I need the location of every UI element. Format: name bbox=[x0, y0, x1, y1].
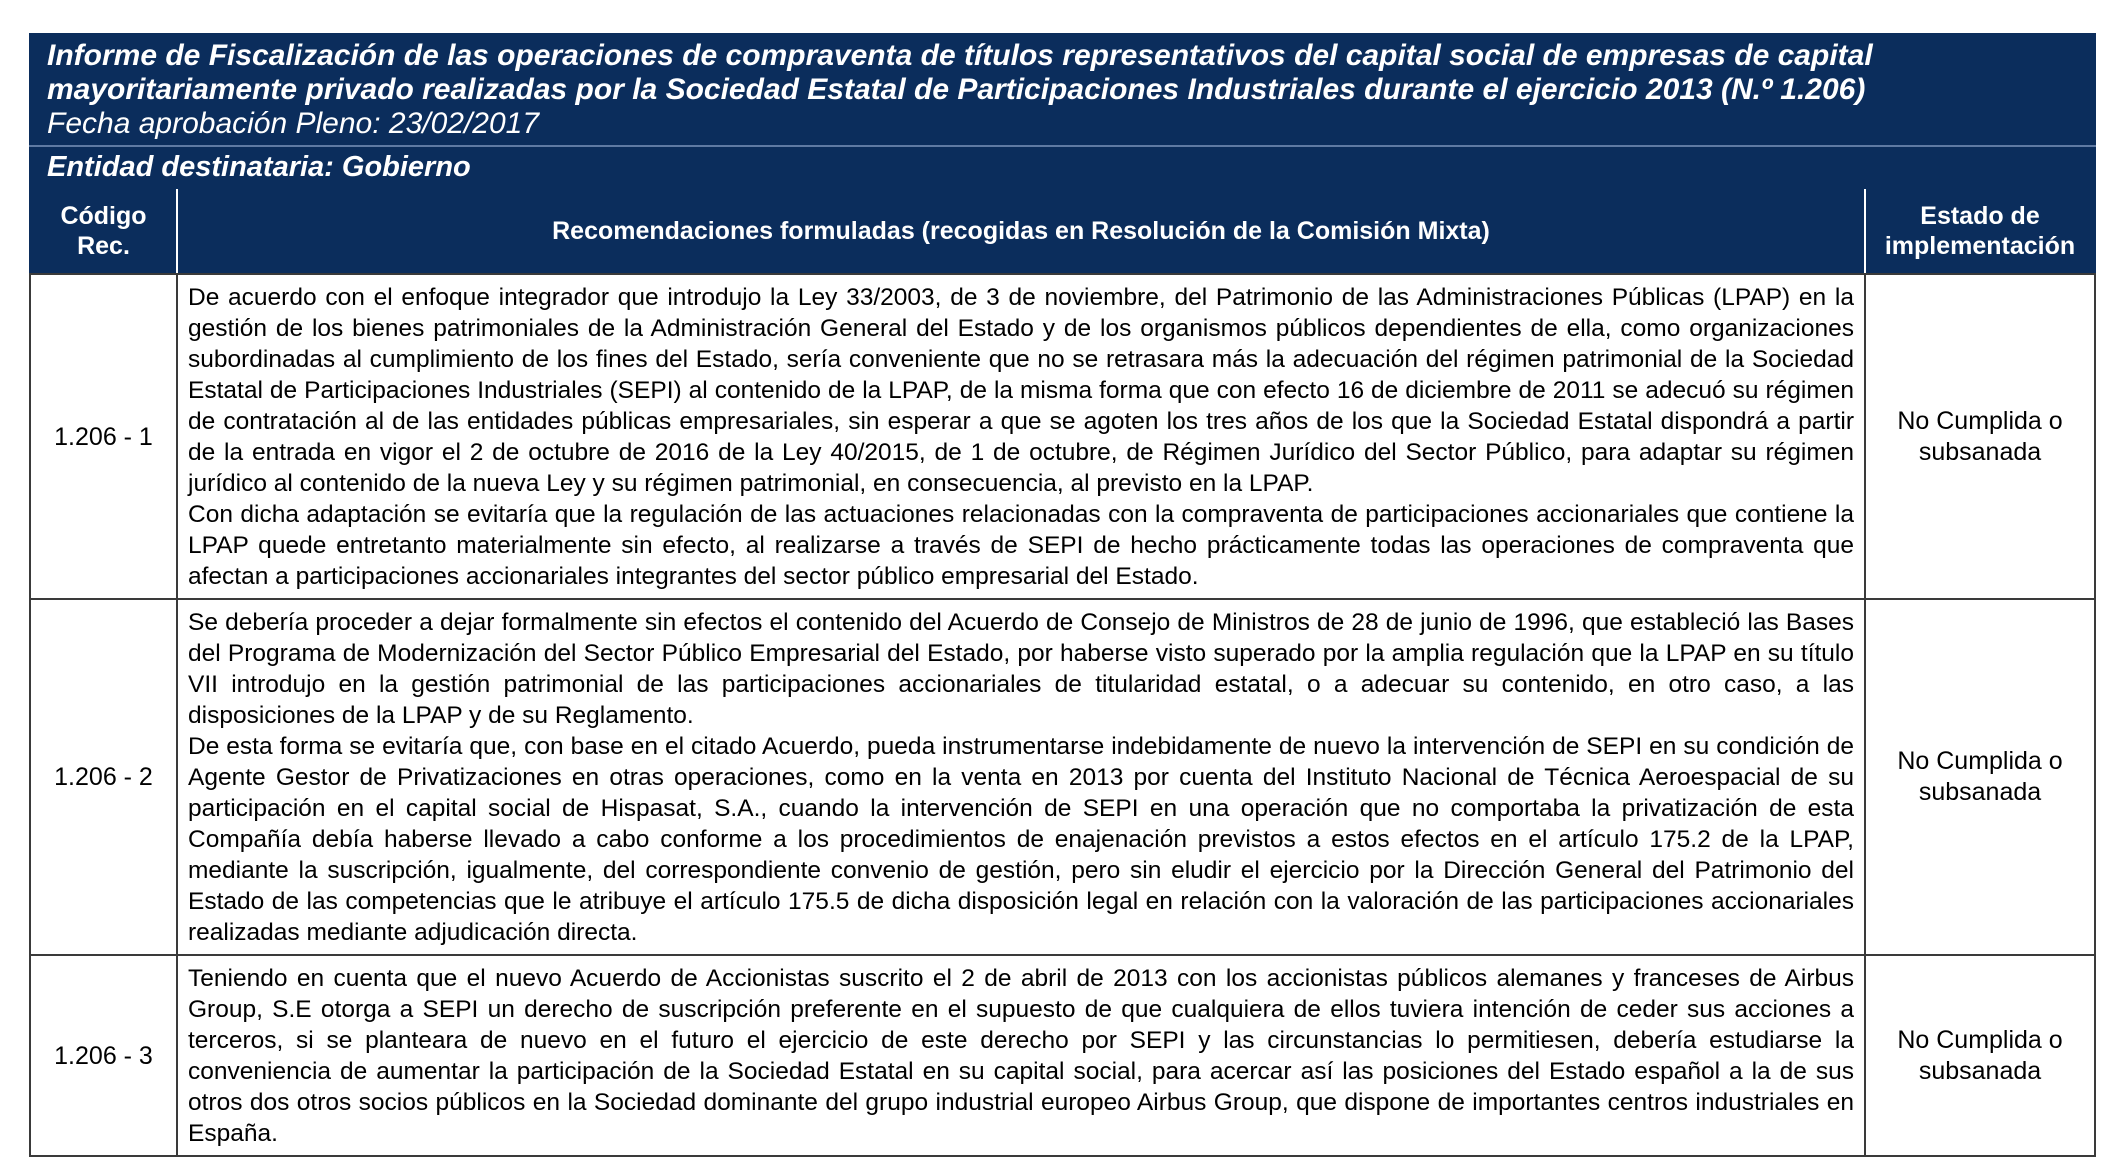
table-row bbox=[30, 599, 2095, 955]
rec-code: 1.206 - 3 bbox=[30, 955, 177, 1156]
report-title-block bbox=[30, 34, 2095, 146]
rec-text bbox=[177, 599, 1865, 955]
rec-paragraph: Teniendo en cuenta que el nuevo Acuerdo de Accionistas suscrito el 2 de abril de 2013 con los accionistas públicos alemanes y franceses de Airbus Group, S.E otorga a SEPI un derecho de suscripción preferente en el supuesto de que cualquiera de ellos tuviera intención de ceder sus acciones a terceros, si se planteara de nuevo en el futuro el ejercicio de este derecho por SEPI y las circunstancias lo permitiesen, debería estudiarse la conveniencia de aumentar la participación de la Sociedad Estatal en su capital social, para acercar así las posiciones del Estado español a la de sus otros dos otros socios públicos en la Sociedad dominante del grupo industrial europeo Airbus Group, que dispone de importantes centros industriales en España. bbox=[188, 965, 1854, 1147]
rec-status: No Cumplida o subsanada bbox=[1865, 955, 2095, 1156]
recipient-row bbox=[30, 146, 2095, 188]
header-recommendations: Recomendaciones formuladas (recogidas en Resolución de la Comisión Mixta) bbox=[177, 188, 1865, 274]
recommendations-table bbox=[29, 33, 2096, 1157]
recipient-entity: Entidad destinataria: Gobierno bbox=[30, 146, 2095, 188]
rec-text bbox=[177, 955, 1865, 1156]
report-title: Informe de Fiscalización de las operaciones de compraventa de títulos representativos del capital social de empresas de capital mayoritariamente privado realizadas por la Sociedad Estatal de Participaciones Industriales durante el ejercicio 2013 (N.º 1.206) bbox=[47, 39, 1873, 106]
rec-paragraph: De acuerdo con el enfoque integrador que introdujo la Ley 33/2003, de 3 de noviembre, del Patrimonio de las Administraciones Públicas (LPAP) en la gestión de los bienes patrimoniales de la Administración General del Estado y de los organismos públicos dependientes de ella, como organizaciones subordinadas al cumplimiento de los fines del Estado, sería conveniente que no se retrasara más la adecuación del régimen patrimonial de la Sociedad Estatal de Participaciones Industriales (SEPI) al contenido de la LPAP, de la misma forma que con efecto 16 de diciembre de 2011 se adecuó su régimen de contratación al de las entidades públicas empresariales, sin esperar a que se agoten los tres años de los que la Sociedad Estatal dispondrá a partir de la entrada en vigor el 2 de octubre de 2016 de la Ley 40/2015, de 1 de octubre, de Régimen Jurídico del Sector Público, para adaptar su régimen jurídico al contenido de la nueva Ley y su régimen patrimonial, en consecuencia, al previsto en la LPAP. bbox=[188, 284, 1854, 497]
rec-status: No Cumplida o subsanada bbox=[1865, 599, 2095, 955]
table-row bbox=[30, 955, 2095, 1156]
rec-paragraph: Se debería proceder a dejar formalmente sin efectos el contenido del Acuerdo de Consejo de Ministros de 28 de junio de 1996, que estableció las Bases del Programa de Modernización del Sector Público Empresarial del Estado, por haberse visto superado por la amplia regulación que la LPAP en su título VII introdujo en la gestión patrimonial de las participaciones accionariales de titularidad estatal, o a adecuar su contenido, en otro caso, a las disposiciones de la LPAP y de su Reglamento. bbox=[188, 609, 1854, 729]
header-status: Estado de implementación bbox=[1865, 188, 2095, 274]
table-row bbox=[30, 274, 2095, 599]
rec-paragraph: Con dicha adaptación se evitaría que la regulación de las actuaciones relacionadas con la compraventa de participaciones accionariales que contiene la LPAP quede entretanto materialmente sin efecto, al realizarse a través de SEPI de hecho prácticamente todas las operaciones de compraventa que afectan a participaciones accionariales integrantes del sector público empresarial del Estado. bbox=[188, 501, 1854, 590]
rec-code: 1.206 - 2 bbox=[30, 599, 177, 955]
table-header-row bbox=[30, 188, 2095, 274]
rec-paragraph: De esta forma se evitaría que, con base en el citado Acuerdo, pueda instrumentarse indebidamente de nuevo la intervención de SEPI en su condición de Agente Gestor de Privatizaciones en otras operaciones, como en la venta en 2013 por cuenta del Instituto Nacional de Técnica Aeroespacial de su participación en el capital social de Hispasat, S.A., cuando la intervención de SEPI en una operación que no comportaba la privatización de esta Compañía debía haberse llevado a cabo conforme a los procedimientos de enajenación previstos a estos efectos en el artículo 175.2 de la LPAP, mediante la suscripción, igualmente, del correspondiente convenio de gestión, pero sin eludir el ejercicio por la Dirección General del Patrimonio del Estado de las competencias que le atribuye el artículo 175.5 de dicha disposición legal en relación con la valoración de las participaciones accionariales realizadas mediante adjudicación directa. bbox=[188, 733, 1854, 946]
rec-code: 1.206 - 1 bbox=[30, 274, 177, 599]
rec-text bbox=[177, 274, 1865, 599]
approval-date: Fecha aprobación Pleno: 23/02/2017 bbox=[47, 107, 540, 140]
title-row bbox=[30, 34, 2095, 146]
header-code: Código Rec. bbox=[30, 188, 177, 274]
rec-status: No Cumplida o subsanada bbox=[1865, 274, 2095, 599]
